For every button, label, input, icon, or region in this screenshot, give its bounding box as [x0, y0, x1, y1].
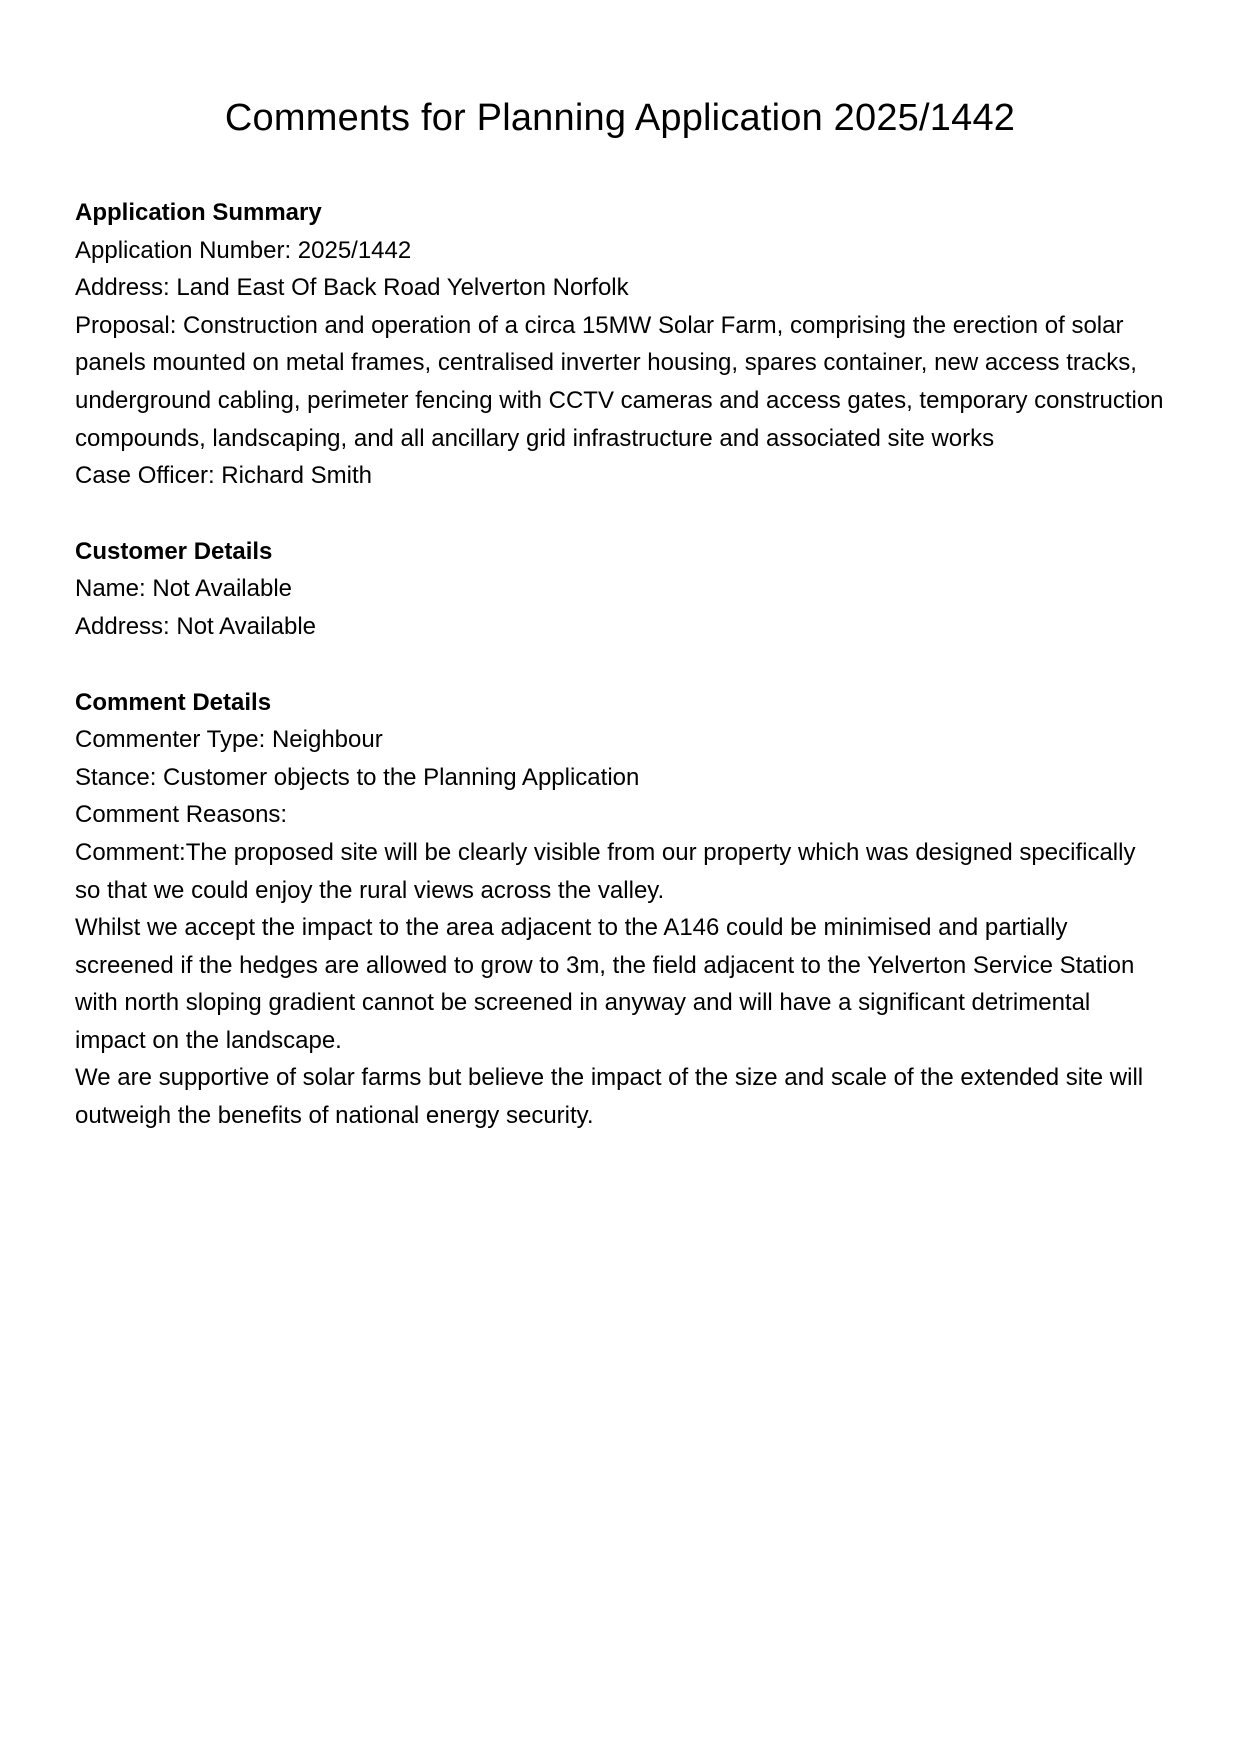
case-officer: Case Officer: Richard Smith — [75, 462, 372, 490]
comment-reasons: Comment Reasons: — [75, 801, 288, 829]
application-summary-heading: Application Summary — [75, 199, 322, 226]
commenter-type: Commenter Type: Neighbour — [75, 726, 383, 754]
comment-paragraph: Comment:The proposed site will be clearly visible from our property which was designed specifically so that we could enjoy the rural views across the valley. — [75, 838, 1136, 904]
customer-address: Address: Not Available — [75, 612, 317, 640]
page-title: Comments for Planning Application 2025/1442 — [224, 97, 1016, 139]
application-address: Address: Land East Of Back Road Yelverton Norfolk — [75, 274, 629, 302]
application-proposal: Proposal: Construction and operation of a circa 15MW Solar Farm, comprising the erection of solar panels mounted on metal frames, centralised inverter housing, spares container, new access tracks, underground cabling, perimeter fencing with CCTV cameras and access gates, temporary construction compounds, landscaping, and all ancillary grid infrastructure and associated site works — [75, 311, 1164, 452]
stance: Stance: Customer objects to the Planning Application — [75, 763, 640, 791]
comment-paragraph: Whilst we accept the impact to the area adjacent to the A146 could be minimised and partially screened if the hedges are allowed to grow to 3m, the field adjacent to the Yelverton Service Station with north sloping gradient cannot be screened in anyway and will have a significant detrimental impact on the landscape. — [75, 914, 1135, 1054]
customer-details-heading: Customer Details — [75, 537, 273, 565]
customer-details-section — [75, 533, 1165, 646]
application-number: Application Number: 2025/1442 — [75, 236, 412, 264]
comment-details-section — [75, 684, 1165, 1135]
customer-name: Name: Not Available — [75, 575, 293, 603]
application-summary-section — [75, 194, 1165, 495]
comment-paragraph: We are supportive of solar farms but believe the impact of the size and scale of the extended site will outweigh the benefits of national energy security. — [75, 1064, 1144, 1130]
comment-details-heading: Comment Details — [75, 688, 272, 716]
